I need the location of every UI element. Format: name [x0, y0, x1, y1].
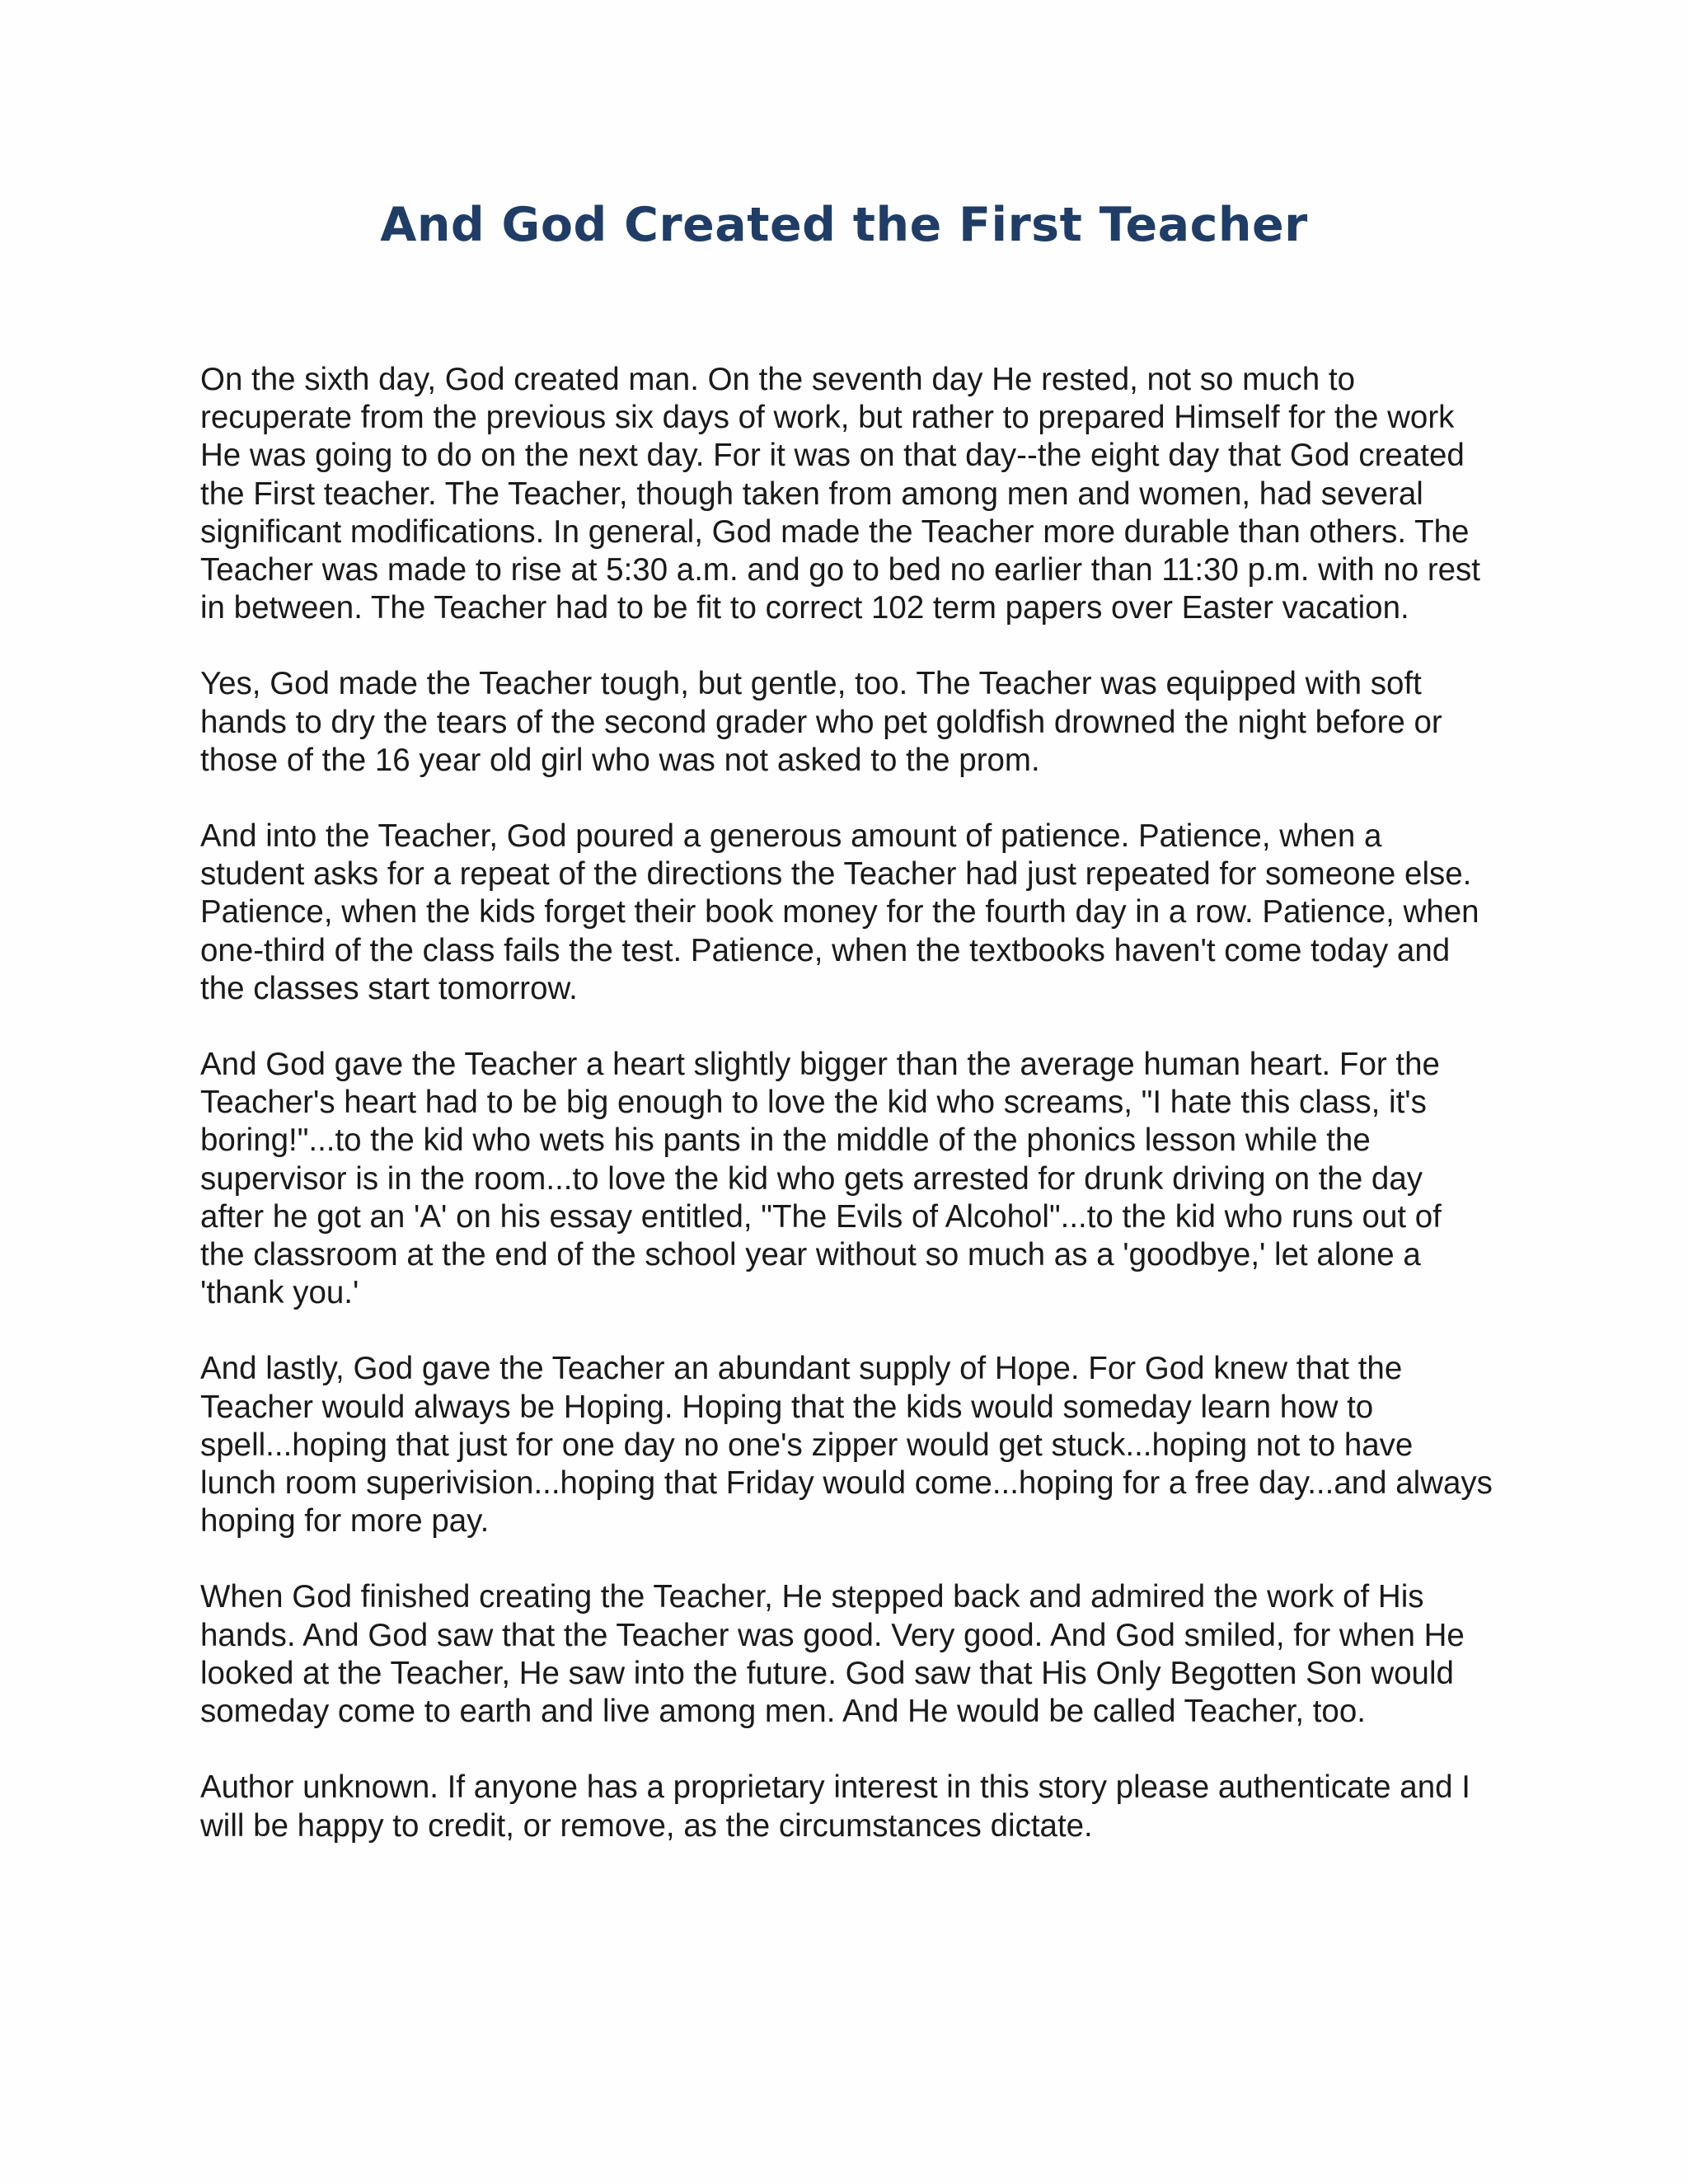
paragraph-patience: And into the Teacher, God poured a generous amount of patience. Patience, when a student asks for a repeat of the directions the Teacher had just repeated for someone else. Patience, when the kids forget their book money for the fourth day in a row. Patience, when one-third of the class fails the test. Patience, when the textbooks haven't come today and the classes start tomorrow. — [200, 818, 1479, 1006]
page-title: And God Created the First Teacher — [380, 198, 1308, 252]
paragraph-author-note: Author unknown. If anyone has a proprietary interest in this story please authenticate and I will be happy to credit, or remove, as the circumstances dictate. — [200, 1769, 1470, 1844]
document-body — [200, 361, 1494, 1883]
paragraph-tough-gentle: Yes, God made the Teacher tough, but gentle, too. The Teacher was equipped with soft hands to dry the tears of the second grader who pet goldfish drowned the night before or those of the 16 year old girl who was not asked to the prom. — [200, 666, 1442, 778]
paragraph-creation: On the sixth day, God created man. On the seventh day He rested, not so much to recuperate from the previous six days of work, but rather to prepared Himself for the work He was going to do on the next day. For it was on that day--the eight day that God created the First teacher. The Teacher, though taken from among men and women, had several significant modifications. In general, God made the Teacher more durable than others. The Teacher was made to rise at 5:30 a.m. and go to bed no earlier than 11:30 p.m. with no rest in between. The Teacher had to be fit to correct 102 term papers over Easter vacation. — [200, 362, 1481, 626]
paragraph-hope: And lastly, God gave the Teacher an abundant supply of Hope. For God knew that the Teacher would always be Hoping. Hoping that the kids would someday learn how to spell...hoping that just for one day no one's zipper would get stuck...hoping not to have lunch room superivision...hoping that Friday would come...hoping for a free day...and always hoping for more pay. — [200, 1351, 1493, 1540]
paragraph-finished: When God finished creating the Teacher, He stepped back and admired the work of His hands. And God saw that the Teacher was good. Very good. And God smiled, for when He looked at the Teacher, He saw into the future. God saw that His Only Begotten Son would someday come to earth and live among men. And He would be called Teacher, too. — [200, 1579, 1465, 1730]
paragraph-heart: And God gave the Teacher a heart slightly bigger than the average human heart. For the Teacher's heart had to be big enough to love the kid who screams, "I hate this class, it's boring!"...to the kid who wets his pants in the middle of the phonics lesson while the supervisor is in the room...to love the kid who gets arrested for drunk driving on the day after he got an 'A' on his essay entitled, "The Evils of Alcohol"...to the kid who runs out of the classroom at the end of the school year without so much as a 'goodbye,' let alone a 'thank you.' — [200, 1047, 1442, 1311]
